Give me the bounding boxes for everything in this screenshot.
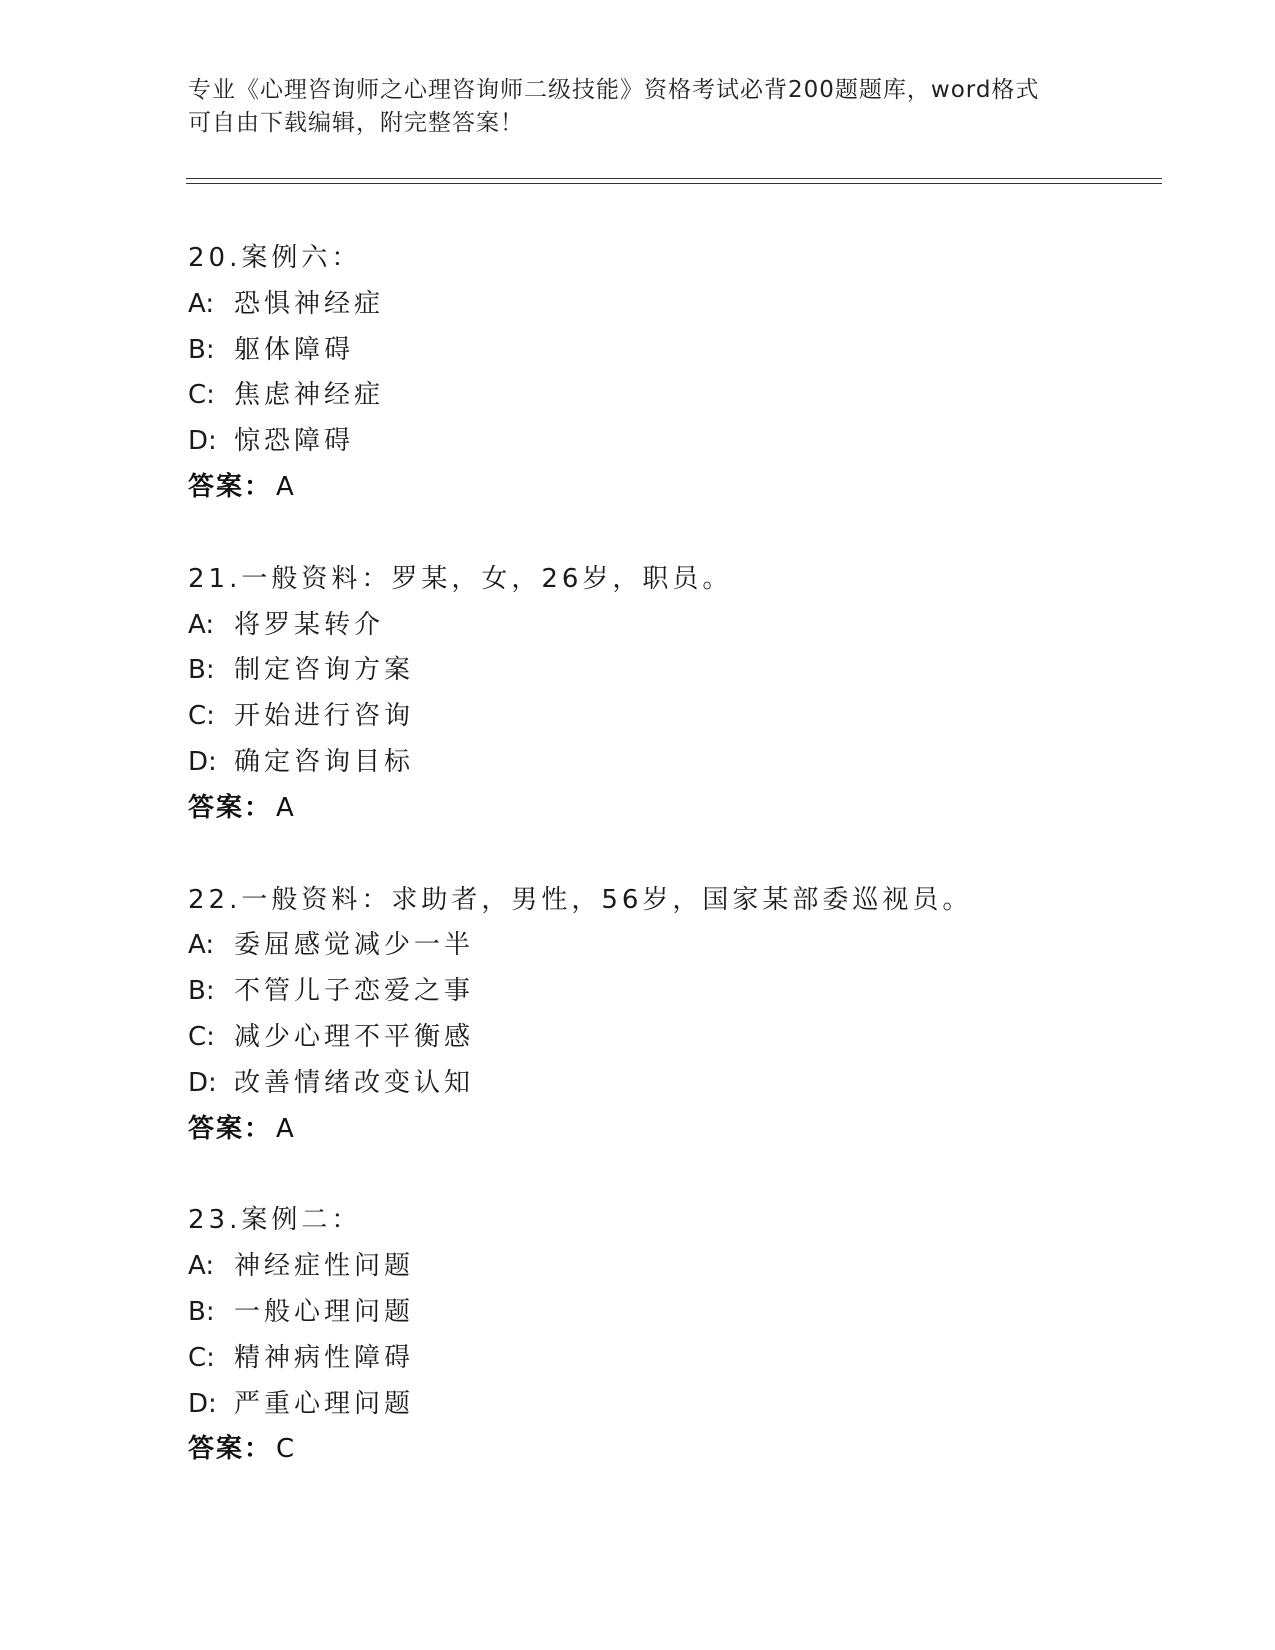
option-text: 减少心理不平衡感 <box>234 1021 475 1052</box>
option-text: 精神病性障碍 <box>234 1342 415 1373</box>
option-b <box>188 1290 1148 1336</box>
header-line-2: 可自由下载编辑，附完整答案！ <box>188 110 524 136</box>
option-text: 惊恐障碍 <box>234 426 355 457</box>
option-letter: A: <box>188 1251 215 1282</box>
answer-label: 答案： <box>188 792 273 823</box>
option-letter: D: <box>188 1388 217 1419</box>
option-b <box>188 648 1148 694</box>
question-item <box>188 1198 1148 1473</box>
option-text: 恐惧神经症 <box>234 288 385 319</box>
option-b <box>188 969 1148 1015</box>
answer-line <box>188 1427 1148 1473</box>
option-a <box>188 1244 1148 1290</box>
option-letter: C: <box>188 1021 215 1052</box>
option-letter: B: <box>188 655 215 686</box>
option-text: 神经症性问题 <box>234 1251 415 1282</box>
option-letter: B: <box>188 334 215 365</box>
option-text: 确定咨询目标 <box>234 746 415 777</box>
option-letter: C: <box>188 380 215 411</box>
option-d <box>188 419 1148 465</box>
option-d <box>188 740 1148 786</box>
option-c <box>188 694 1148 740</box>
option-letter: A: <box>188 288 215 319</box>
option-d <box>188 1061 1148 1107</box>
answer-line <box>188 1107 1148 1153</box>
option-text: 改善情绪改变认知 <box>234 1067 475 1098</box>
answer-label: 答案： <box>188 1113 273 1144</box>
option-letter: D: <box>188 746 217 777</box>
option-text: 不管儿子恋爱之事 <box>234 976 475 1007</box>
question-list <box>188 236 1148 1519</box>
answer-value: C <box>276 1434 295 1465</box>
question-item <box>188 236 1148 511</box>
option-b <box>188 328 1148 374</box>
option-text: 委屈感觉减少一半 <box>234 930 475 961</box>
option-letter: A: <box>188 930 215 961</box>
option-text: 开始进行咨询 <box>234 701 415 732</box>
header-line-1: 专业《心理咨询师之心理咨询师二级技能》资格考试必背200题题库，word格式 <box>188 77 1040 103</box>
option-c <box>188 1015 1148 1061</box>
option-text: 焦虑神经症 <box>234 380 385 411</box>
option-text: 制定咨询方案 <box>234 655 415 686</box>
option-letter: D: <box>188 1067 217 1098</box>
option-d <box>188 1382 1148 1428</box>
option-letter: C: <box>188 1342 215 1373</box>
option-a <box>188 923 1148 969</box>
option-c <box>188 373 1148 419</box>
question-stem: 22.一般资料：求助者，男性，56岁，国家某部委巡视员。 <box>188 884 973 915</box>
answer-value: A <box>276 1113 294 1144</box>
document-header <box>188 74 1088 140</box>
answer-value: A <box>276 471 294 502</box>
answer-line <box>188 465 1148 511</box>
option-text: 将罗某转介 <box>234 609 385 640</box>
answer-line <box>188 786 1148 832</box>
answer-label: 答案： <box>188 1434 273 1465</box>
option-text: 一般心理问题 <box>234 1296 415 1327</box>
option-letter: C: <box>188 701 215 732</box>
option-text: 严重心理问题 <box>234 1388 415 1419</box>
option-a <box>188 603 1148 649</box>
option-c <box>188 1336 1148 1382</box>
option-letter: A: <box>188 609 215 640</box>
question-stem: 23.案例二： <box>188 1205 362 1236</box>
option-a <box>188 282 1148 328</box>
answer-value: A <box>276 792 294 823</box>
answer-label: 答案： <box>188 471 273 502</box>
question-stem: 20.案例六： <box>188 243 362 273</box>
question-item <box>188 878 1148 1153</box>
option-letter: D: <box>188 426 217 457</box>
option-text: 躯体障碍 <box>234 334 355 365</box>
question-stem: 21.一般资料：罗某，女，26岁，职员。 <box>188 563 733 594</box>
header-double-rule <box>186 178 1162 184</box>
option-letter: B: <box>188 976 215 1007</box>
question-item <box>188 557 1148 832</box>
option-letter: B: <box>188 1296 215 1327</box>
